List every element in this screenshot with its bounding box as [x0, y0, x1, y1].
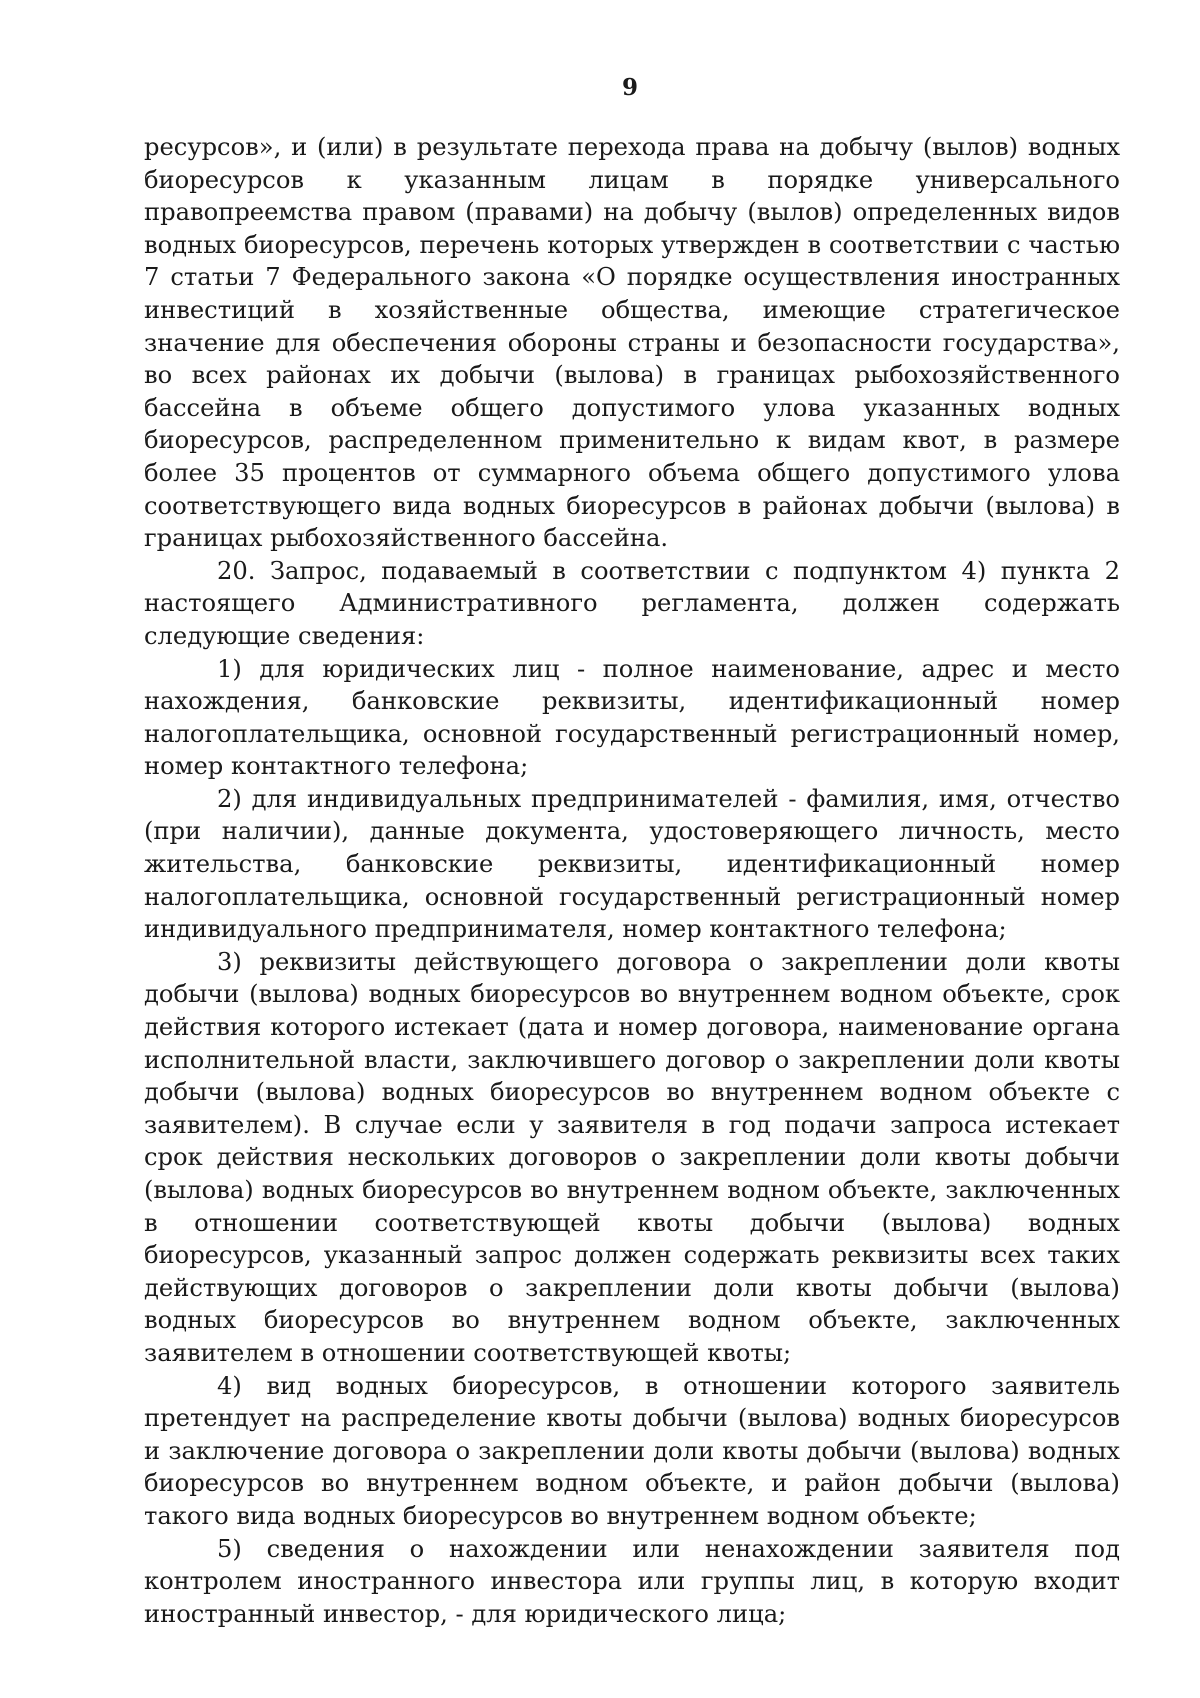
paragraph-clause-20: 20. Запрос, подаваемый в соответствии с подпунктом 4) пункта 2 настоящего Административного регламента, должен содержать следующие сведения:	[144, 556, 1120, 650]
paragraph-item-1: 1) для юридических лиц - полное наименование, адрес и место нахождения, банковские реквизиты, идентификационный номер налогоплательщика, основной государственный регистрационный номер, номер контактного телефона;	[144, 654, 1120, 781]
document-body	[144, 131, 1120, 1630]
paragraph-item-4: 4) вид водных биоресурсов, в отношении которого заявитель претендует на распределение квоты добычи (вылова) водных биоресурсов и заключение договора о закреплении доли квоты добычи (вылова) водных биоресурсов во внутреннем водном объекте, и район добычи (вылова) такого вида водных биоресурсов во внутреннем водном объекте;	[144, 1371, 1120, 1530]
paragraph-item-2: 2) для индивидуальных предпринимателей - фамилия, имя, отчество (при наличии), данные документа, удостоверяющего личность, место жительства, банковские реквизиты, идентификационный номер налогоплательщика, основной государственный регистрационный номер индивидуального предпринимателя, номер контактного телефона;	[144, 784, 1120, 944]
paragraph-item-5: 5) сведения о нахождении или ненахождении заявителя под контролем иностранного инвестора или группы лиц, в которую входит иностранный инвестор, - для юридического лица;	[144, 1534, 1120, 1628]
paragraph-continuation: ресурсов», и (или) в результате перехода права на добычу (вылов) водных биоресурсов к указанным лицам в порядке универсального правопреемства правом (правами) на добычу (вылов) определенных видов водных биоресурсов, перечень которых утвержден в соответствии с частью 7 статьи 7 Федерального закона «О порядке осуществления иностранных инвестиций в хозяйственные общества, имеющие стратегическое значение для обеспечения обороны страны и безопасности государства», во всех районах их добычи (вылова) в границах рыбохозяйственного бассейна в объеме общего допустимого улова указанных водных биоресурсов, распределенном применительно к видам квот, в размере более 35 процентов от суммарного объема общего допустимого улова соответствующего вида водных биоресурсов в районах добычи (вылова) в границах рыбохозяйственного бассейна.	[144, 133, 1120, 553]
paragraph-item-3: 3) реквизиты действующего договора о закреплении доли квоты добычи (вылова) водных биоресурсов во внутреннем водном объекте, срок действия которого истекает (дата и номер договора, наименование органа исполнительной власти, заключившего договор о закреплении доли квоты добычи (вылова) водных биоресурсов во внутреннем водном объекте с заявителем). В случае если у заявителя в год подачи запроса истекает срок действия нескольких договоров о закреплении доли квоты добычи (вылова) водных биоресурсов во внутреннем водном объекте, заключенных в отношении соответствующей квоты добычи (вылова) водных биоресурсов, указанный запрос должен содержать реквизиты всех таких действующих договоров о закреплении доли квоты добычи (вылова) водных биоресурсов во внутреннем водном объекте, заключенных заявителем в отношении соответствующей квоты;	[144, 947, 1120, 1367]
page-number: 9	[621, 74, 638, 101]
